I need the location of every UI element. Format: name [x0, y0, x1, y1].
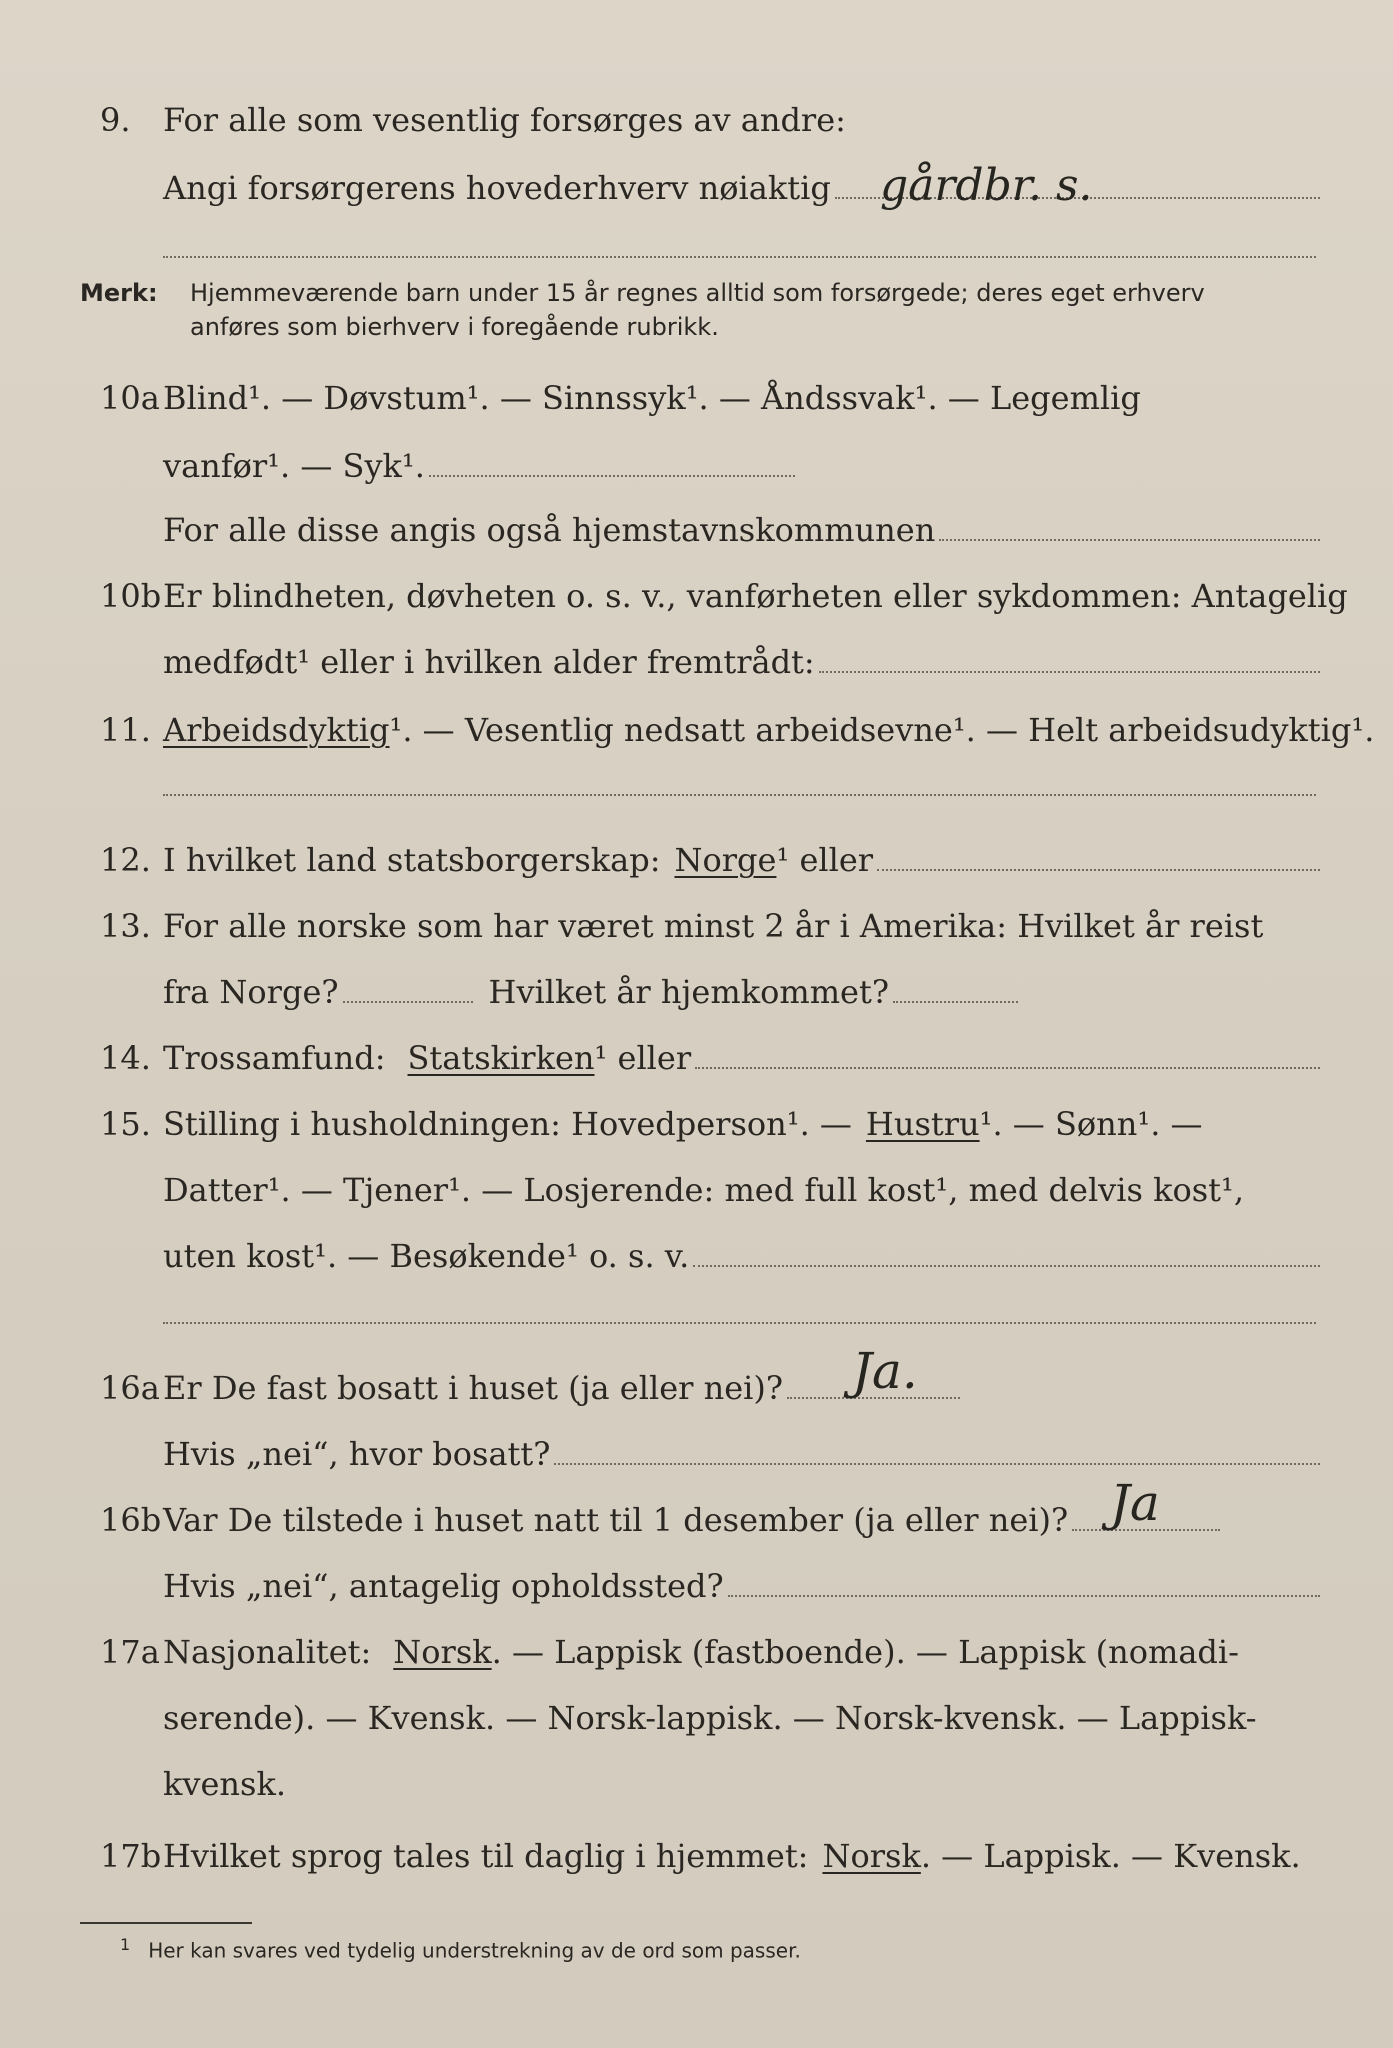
q11-answer-line[interactable]: [163, 794, 1316, 796]
q10a-answer-line[interactable]: [429, 475, 795, 477]
q15-line2: [100, 1160, 1320, 1210]
q16a-bosatt-line[interactable]: [554, 1463, 1320, 1465]
q10a-options: Blind¹. — Døvstum¹. — Sinnssyk¹. — Åndssvak¹. — Legemlig: [163, 379, 1141, 417]
q10a-number: 10a: [100, 379, 160, 417]
q10b-prompt: medfødt¹ eller i hvilken alder fremtrådt:: [163, 643, 815, 681]
q13-question: For alle norske som har været minst 2 år i Amerika: Hvilket år reist: [163, 907, 1264, 945]
q12-line: [100, 830, 1320, 880]
q9-question: For alle som vesentlig forsørges av andre:: [163, 101, 846, 139]
q17a-number: 17a: [100, 1633, 160, 1671]
q15-line3: [100, 1226, 1320, 1276]
footnote-text: Her kan svares ved tydelig understrekning av de ord som passer.: [148, 1938, 801, 1963]
q10a-line3: [100, 500, 1320, 550]
q12-number: 12.: [100, 841, 151, 879]
q16a-prompt: Hvis „nei“, hvor bosatt?: [163, 1435, 551, 1473]
merk-line2: anføres som bierhverv i foregående rubrikk.: [190, 313, 719, 341]
q10b-line1: [100, 566, 1348, 616]
merk-line1: Hjemmeværende barn under 15 år regnes alltid som forsørgede; deres eget erhverv: [190, 279, 1205, 307]
q13-reist-prompt: fra Norge?: [163, 973, 339, 1011]
q13-reist-answer-line[interactable]: [343, 1001, 473, 1003]
q17a-line1: [100, 1622, 1320, 1672]
q16b-number: 16b: [100, 1501, 162, 1539]
q15-options-line3: uten kost¹. — Besøkende¹ o. s. v.: [163, 1237, 690, 1275]
q10b-question: Er blindheten, døvheten o. s. v., vanførheten eller sykdommen: Antagelig: [163, 577, 1348, 615]
q17b-question: Hvilket sprog tales til daglig i hjemmet:: [163, 1837, 809, 1875]
q13-line1: [100, 896, 1320, 946]
q15-line1: [100, 1094, 1320, 1144]
q16b-opholdssted-line[interactable]: [728, 1595, 1320, 1597]
merk-note: [80, 276, 1320, 344]
q17a-selected-norsk: Norsk: [393, 1633, 492, 1671]
q13-hjemkommet-prompt: Hvilket år hjemkommet?: [488, 973, 889, 1011]
q9-line2: [100, 158, 1320, 208]
q16a-line2: [100, 1424, 1320, 1474]
q13-number: 13.: [100, 907, 151, 945]
q15-options-cont: ¹. — Sønn¹. —: [979, 1105, 1203, 1143]
q10b-number: 10b: [100, 577, 162, 615]
q16b-prompt: Hvis „nei“, antagelig opholdssted?: [163, 1567, 724, 1605]
q16b-line2: [100, 1556, 1320, 1606]
q14-line: [100, 1028, 1320, 1078]
q10a-line2: [100, 436, 795, 486]
q17a-options-line3: kvensk.: [163, 1765, 286, 1803]
q17a-options-line2: serende). — Kvensk. — Norsk-lappisk. — Norsk-kvensk. — Lappisk-: [163, 1699, 1257, 1737]
footnote: [120, 1930, 801, 1966]
q14-number: 14.: [100, 1039, 151, 1077]
q17b-line: [100, 1826, 1320, 1876]
merk-label: Merk:: [80, 279, 158, 307]
q9-line1: [100, 90, 1320, 140]
q12-question: I hvilket land statsborgerskap:: [163, 841, 661, 879]
q16a-question: Er De fast bosatt i huset (ja eller nei)?: [163, 1369, 784, 1407]
q17a-options: . — Lappisk (fastboende). — Lappisk (nomadi-: [491, 1633, 1239, 1671]
q15-question: Stilling i husholdningen: Hovedperson¹. —: [163, 1105, 852, 1143]
q17b-number: 17b: [100, 1837, 162, 1875]
q15-answer-line[interactable]: [693, 1265, 1320, 1267]
q15-answer-line-2[interactable]: [163, 1322, 1316, 1324]
q16b-question: Var De tilstede i huset natt til 1 desember (ja eller nei)?: [163, 1501, 1069, 1539]
q10b-answer-line[interactable]: [819, 671, 1320, 673]
q10b-line2: [100, 632, 1320, 682]
q12-answer-line[interactable]: [877, 869, 1320, 871]
q14-question: Trossamfund:: [163, 1039, 386, 1077]
q15-options-line2: Datter¹. — Tjener¹. — Losjerende: med full kost¹, med delvis kost¹,: [163, 1171, 1245, 1209]
q11-other-options: ¹. — Vesentlig nedsatt arbeidsevne¹. — Helt arbeidsudyktig¹.: [389, 711, 1375, 749]
q17a-line3: [100, 1754, 1320, 1804]
q10a-hjemstavn-prompt: For alle disse angis også hjemstavnskommunen: [163, 511, 936, 549]
q16b-handwritten-answer: Ja: [1110, 1474, 1160, 1532]
q15-selected-hustru: Hustru: [865, 1105, 980, 1143]
q11-line: [100, 700, 1375, 750]
q12-selected-norge: Norge: [674, 841, 777, 879]
q17b-options: . — Lappisk. — Kvensk.: [920, 1837, 1301, 1875]
q16a-number: 16a: [100, 1369, 160, 1407]
q9-handwritten-answer: gårdbr. s.: [880, 160, 1093, 211]
q16a-handwritten-answer: Ja.: [852, 1342, 918, 1400]
q11-selected-option: Arbeidsdyktig: [163, 711, 390, 749]
q15-number: 15.: [100, 1105, 151, 1143]
q9-number: 9.: [100, 101, 131, 139]
q12-eller: ¹ eller: [776, 841, 874, 879]
q11-number: 11.: [100, 711, 151, 749]
q10a-options-cont: vanfør¹. — Syk¹.: [163, 447, 425, 485]
q14-eller: ¹ eller: [594, 1039, 692, 1077]
footnote-rule: [80, 1922, 252, 1924]
q16b-line1: [100, 1490, 1220, 1540]
q13-line2: [100, 962, 1320, 1012]
q17a-line2: [100, 1688, 1320, 1738]
q14-selected-statskirken: Statskirken: [407, 1039, 595, 1077]
q9-answer-line-2[interactable]: [163, 256, 1316, 258]
q10a-hjemstavn-line[interactable]: [939, 539, 1320, 541]
q17a-question: Nasjonalitet:: [163, 1633, 372, 1671]
q14-answer-line[interactable]: [695, 1067, 1320, 1069]
q9-prompt: Angi forsørgerens hovederhverv nøiaktig: [163, 169, 831, 207]
q10a-line1: [100, 368, 1320, 418]
q13-hjemkommet-answer-line[interactable]: [893, 1001, 1018, 1003]
q16a-line1: [100, 1358, 960, 1408]
footnote-mark: 1: [120, 1935, 131, 1954]
q17b-selected-norsk: Norsk: [822, 1837, 921, 1875]
